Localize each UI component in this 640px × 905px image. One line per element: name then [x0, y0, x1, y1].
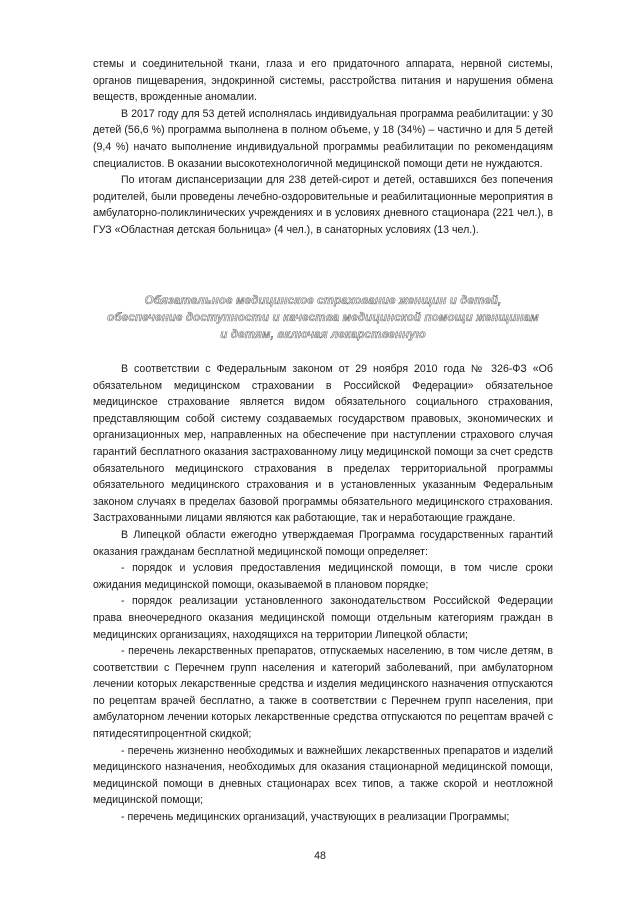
paragraph-rehab-program: В 2017 году для 53 детей исполнялась индивидуальная программа реабилитации: у 30 детей (56,6 %) программа выполнена в полном объеме, у 18 (34%) – частично и для 5 детей (9,4 %) начато выполнение индивидуальной программы реабилитации по рекомендациям специалистов. В оказании высокотехнологичной медицинской помощи дети не нуждаются. [93, 107, 553, 170]
list-item: - порядок и условия предоставления медицинской помощи, в том числе сроки ожидания медицинской помощи, оказываемой в плановом порядке; [93, 562, 553, 591]
paragraph-dispensary-results: По итогам диспансеризации для 238 детей-сирот и детей, оставшихся без попечения родителей, были проведены лечебно-оздоровительные и реабилитационные мероприятия в амбулаторно-поликлинических учреждениях и в условиях дневного стационара (221 чел.), в ГУЗ «Областная детская больница» (4 чел.), в санаторных условиях (13 чел.). [93, 174, 553, 236]
section-heading [93, 292, 553, 343]
list-item: - порядок реализации установленного законодательством Российской Федерации права внеочередного оказания медицинской помощи отдельным категориям граждан в медицинских организациях, находящихся на территории Липецкой области; [93, 595, 553, 641]
list-item: - перечень лекарственных препаратов, отпускаемых населению, в том числе детям, в соответствии с Перечнем групп населения и категорий заболеваний, при амбулаторном лечении которых лекарственные средства и изделия медицинского назначения отпускаются по рецептам врачей бесплатно, а также в соответствии с Перечнем групп населения, при амбулаторном лечении которых лекарственные средства отпускаются по рецептам врачей с пятидесятипроцентной скидкой; [93, 645, 553, 741]
intro-section [93, 56, 553, 239]
list-item: - перечень медицинских организаций, участвующих в реализации Программы; [121, 811, 510, 824]
heading-line-2: обеспечение доступности и качества медицинской помощи женщинам [107, 311, 539, 324]
paragraph-continuation: стемы и соединительной ткани, глаза и его придаточного аппарата, нервной системы, органов пищеварения, эндокринной системы, расстройства питания и нарушения обмена веществ, врожденные аномалии. [93, 58, 553, 104]
page-number: 48 [314, 850, 326, 862]
main-section [93, 361, 553, 826]
list-item: - перечень жизненно необходимых и важнейших лекарственных препаратов и изделий медицинского назначения, необходимых для оказания стационарной медицинской помощи, медицинской помощи в дневных стационарах всех типов, а также скорой и неотложной медицинской помощи; [93, 744, 553, 807]
heading-line-3: и детям, включая лекарственную [220, 328, 426, 341]
paragraph-lipetsk-program: В Липецкой области ежегодно утверждаемая Программа государственных гарантий оказания гражданам бесплатной медицинской помощи определяет: [93, 528, 553, 558]
paragraph-federal-law: В соответствии с Федеральным законом от 29 ноября 2010 года № 326-ФЗ «Об обязательном медицинском страховании в Российской Федерации» обязательное медицинское страхование является видом обязательного социального страхования, представляющим собой систему создаваемых государством правовых, экономических и организационных мер, направленных на обеспечение при наступлении страхового случая гарантий бесплатного оказания застрахованному лицу медицинской помощи за счет средств обязательного медицинского страхования в пределах территориальной программы обязательного медицинского страхования и в установленных указанным Федеральным законом случаях в пределах базовой программы обязательного медицинского страхования. Застрахованными лицами являются как работающие, так и неработающие граждане. [93, 363, 553, 525]
heading-line-1: Обязательное медицинское страхование женщин и детей, [144, 294, 502, 307]
